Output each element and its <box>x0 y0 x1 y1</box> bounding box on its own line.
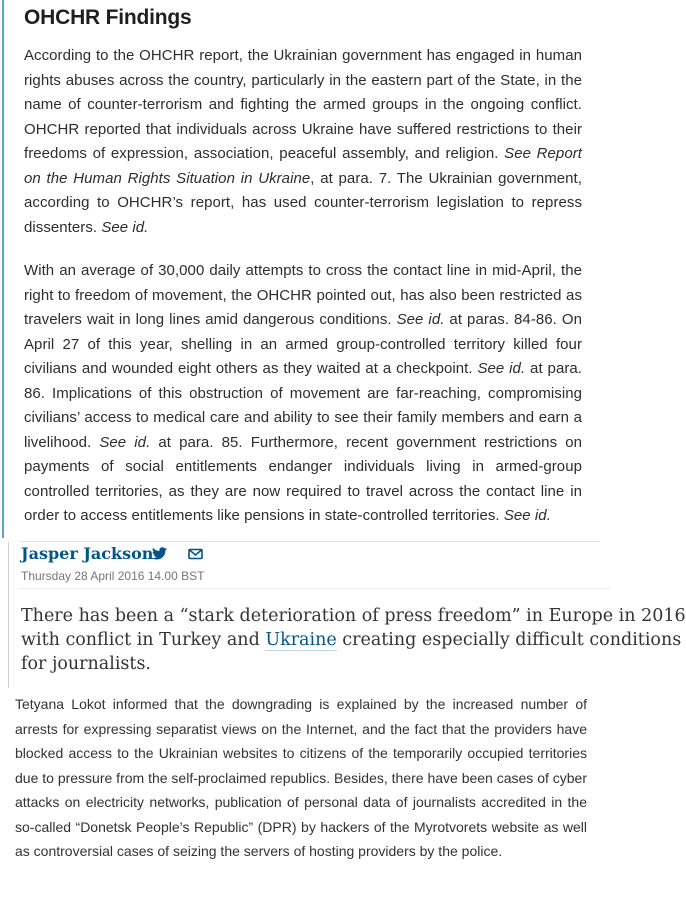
ukraine-link[interactable]: Ukraine <box>265 630 337 650</box>
publish-date: Thursday 28 April 2016 14.00 BST <box>21 569 205 583</box>
twitter-icon[interactable] <box>152 547 167 565</box>
findings-paragraph-2: With an average of 30,000 daily attempts to cross the contact line in mid-April, the right to freedom of movement, the OHCHR pointed out, has also been restricted as travelers wait in long lines amid dangerous conditions. See id. at paras. 84-86. On April 27 of this year, shelling in an armed group-controlled territory killed four civilians and wounded eight others as they waited at a checkpoint. See id. at para. 86. Implications of this obstruction of movement are far-reaching, compromising civilians’ access to medical care and ability to see their family members and earn a livelihood. See id. at para. 85. Furthermore, recent government restrictions on payments of social entitlements endanger individuals living in armed-group controlled territories, as they are now required to travel across the contact line in order to access entitlements like pensions in state-controlled territories. See id. <box>24 262 582 524</box>
section-heading: OHCHR Findings <box>24 6 192 29</box>
top-divider <box>20 541 600 542</box>
article-standfirst: There has been a “stark deterioration of press freedom” in Europe in 2016 with conflict in Turkey and Ukraine creating especially difficult conditions for journalists. <box>21 606 686 674</box>
clipping-border <box>8 542 9 688</box>
meta-divider <box>20 588 610 589</box>
findings-paragraph-1: According to the OHCHR report, the Ukrainian government has engaged in human rights abuses across the country, particularly in the eastern part of the State, in the name of counter-terrorism and fighting the armed groups in the ongoing conflict. OHCHR reported that individuals across Ukraine have suffered restrictions to their freedoms of expression, association, peaceful assembly, and religion. See Report on the Human Rights Situation in Ukraine, at para. 7. The Ukrainian government, according to OHCHR’s report, has used counter-terrorism legislation to repress dissenters. See id. <box>24 47 582 236</box>
lokot-excerpt: Tetyana Lokot informed that the downgrading is explained by the increased number of arrests for expressing separatist views on the Internet, and the fact that the providers have blocked access to the Ukrainian websites to citizens of the temporarily occupied territories due to pressure from the self-proclaimed republics. Besides, there have been cases of cyber attacks on electricity networks, publication of personal data of journalists accredited in the so-called “Donetsk People’s Republic” (DPR) by hackers of the Myrotvorets website as well as controversial cases of seizing the servers of hosting providers by the police. <box>15 696 587 859</box>
article-clipping <box>0 538 686 690</box>
author-name[interactable]: Jasper Jackson <box>21 544 154 563</box>
email-icon[interactable] <box>188 547 203 565</box>
quote-border <box>2 0 4 538</box>
